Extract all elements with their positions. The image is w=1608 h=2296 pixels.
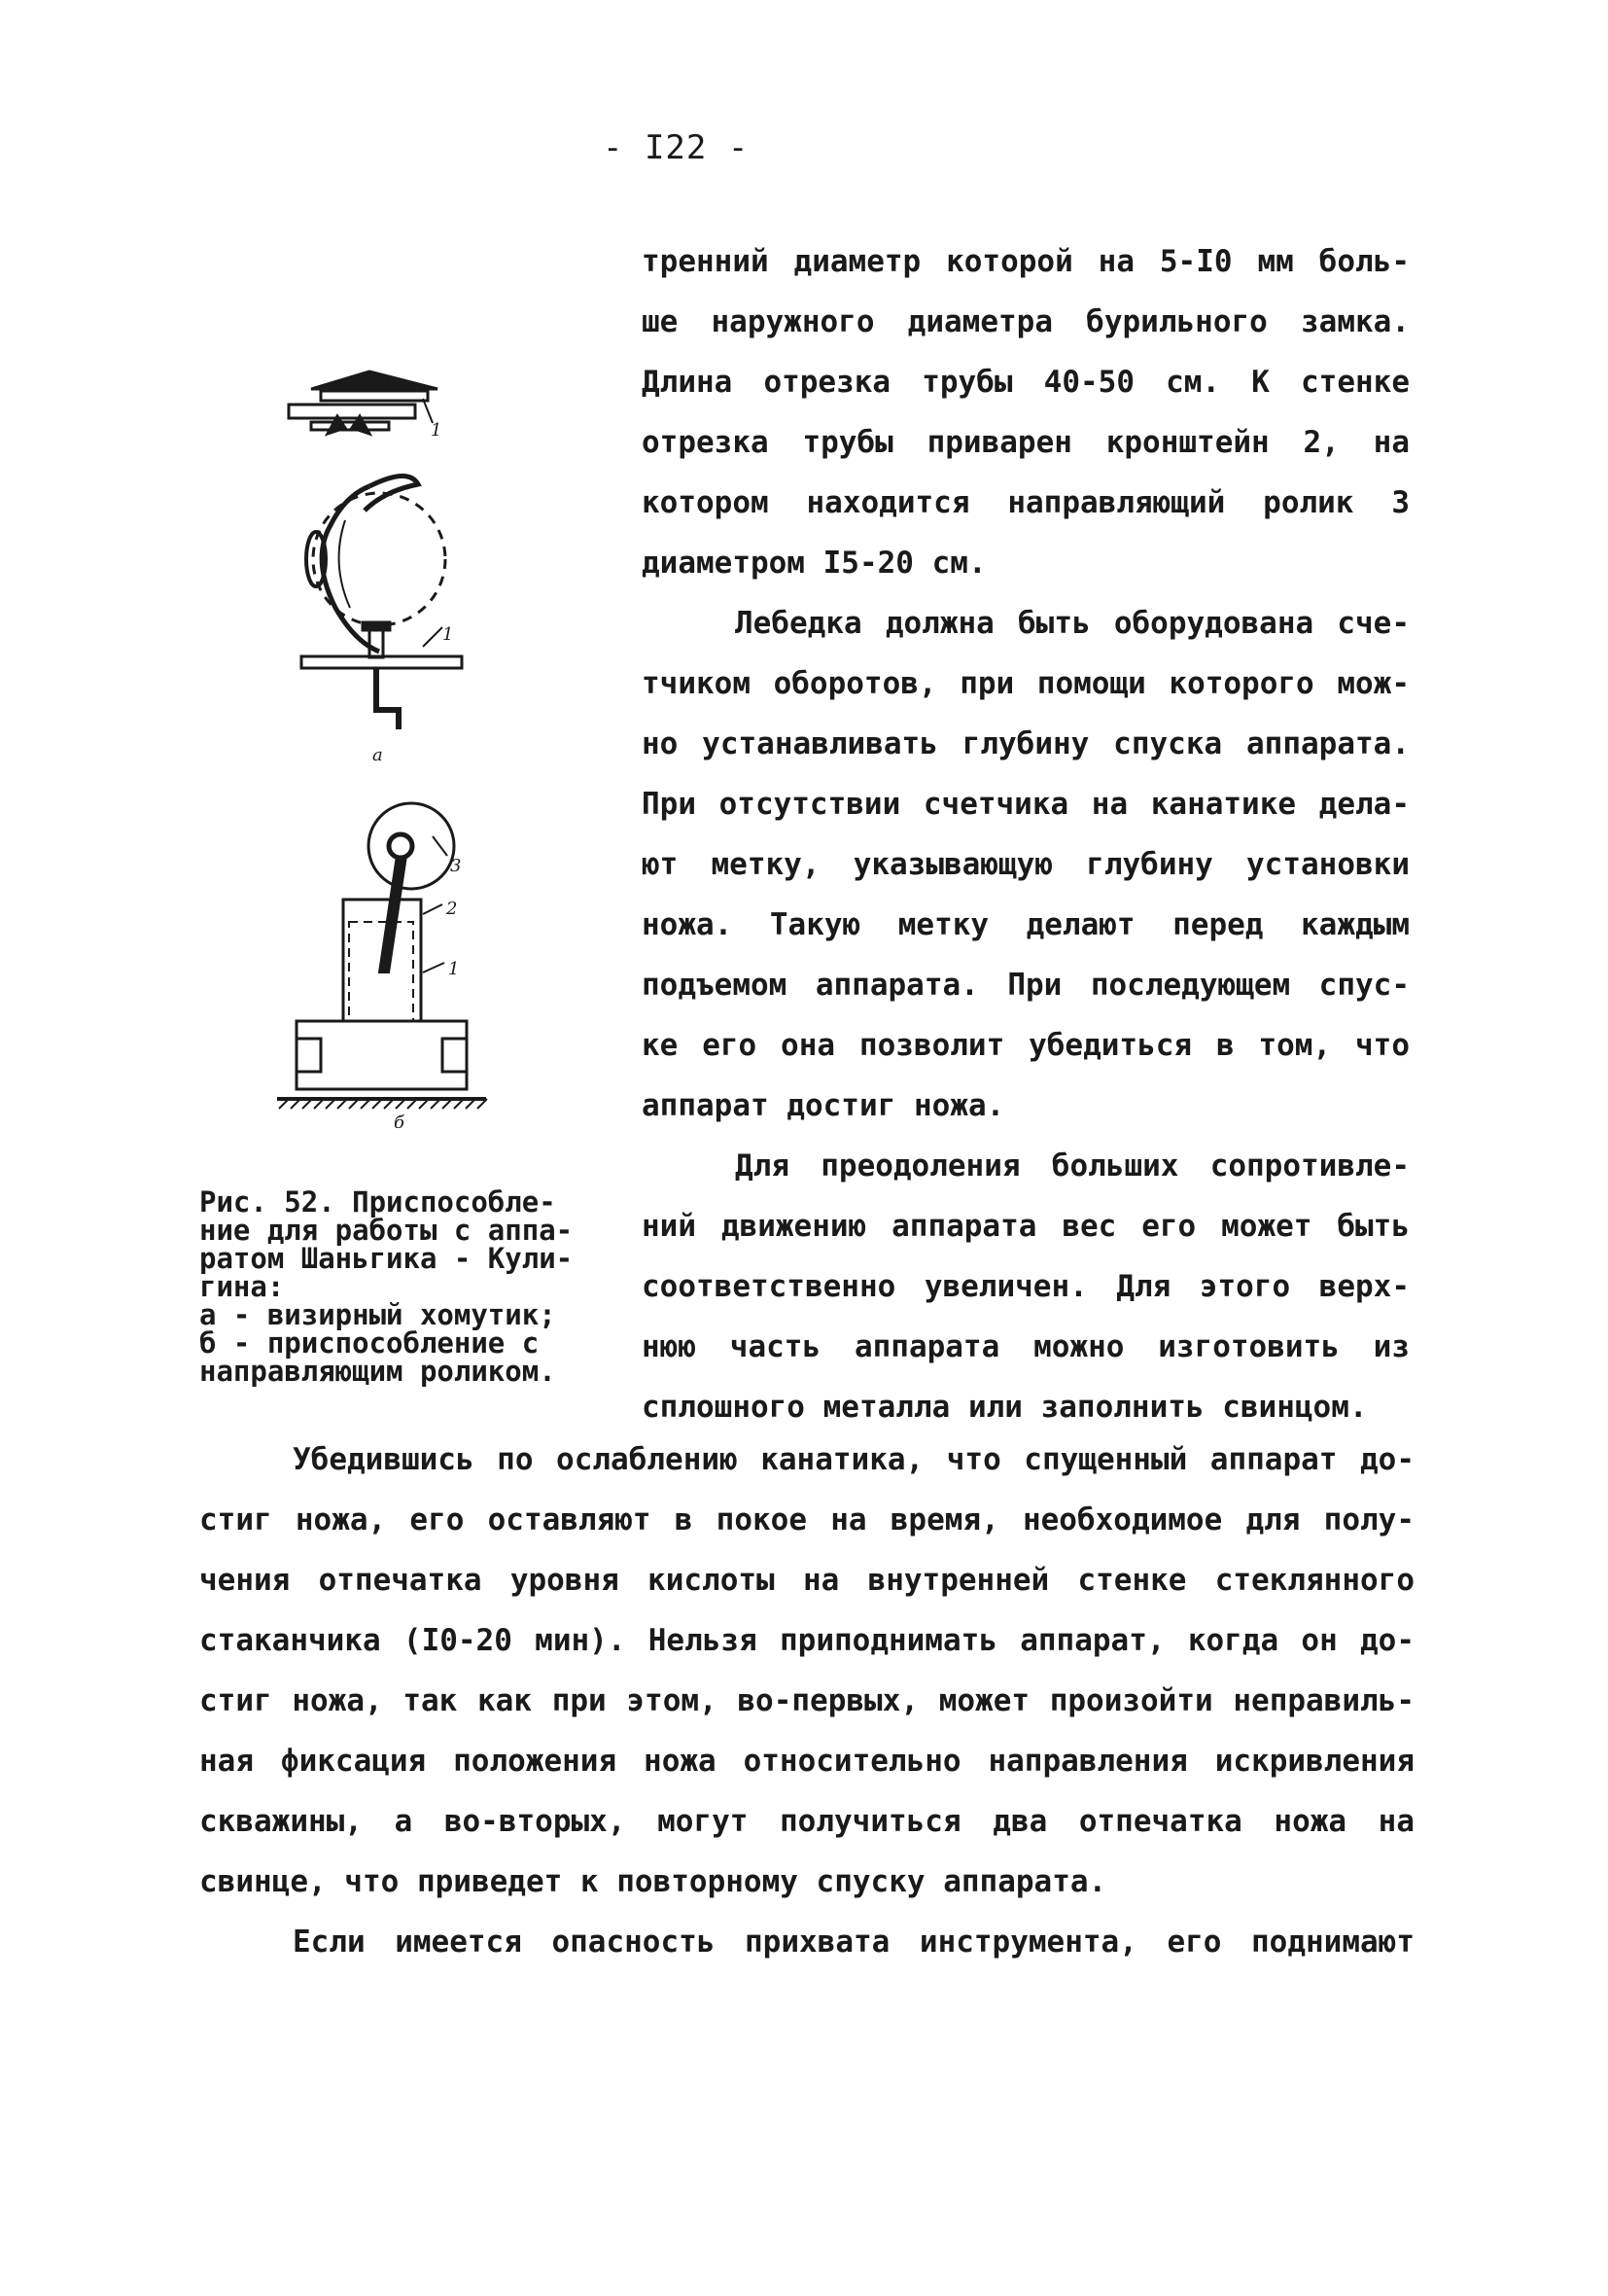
text-line: сплошного металла или заполнить свинцом. <box>642 1390 1368 1425</box>
page-number: - I22 - <box>603 128 750 167</box>
text-line: тренний диаметр которой на 5-I0 мм боль- <box>642 244 1410 279</box>
text-line: стиг ножа, его оставляют в покое на время, необходимое для полу- <box>199 1502 1415 1537</box>
caption-line: Рис. 52. Приспособле- <box>199 1185 556 1219</box>
text-line: Для преодоления больших сопротивле- <box>735 1148 1410 1183</box>
caption-line: ратом Шаньгика - Кули- <box>199 1242 574 1275</box>
text-line: диаметром I5-20 см. <box>642 546 987 581</box>
text-line: аппарат достиг ножа. <box>642 1088 1005 1123</box>
text-line: Если имеется опасность прихвата инструмента, его поднимают <box>293 1925 1415 1960</box>
text-line: подъемом аппарата. При последующем спус- <box>642 968 1410 1003</box>
label-1-mid: 1 <box>442 624 454 645</box>
text-line: свинце, что приведет к повторному спуску аппарата. <box>199 1864 1107 1899</box>
text-line: нюю часть аппарата можно изготовить из <box>642 1329 1410 1364</box>
caption-line: направляющим роликом. <box>199 1355 556 1388</box>
label-b: б <box>394 1113 404 1128</box>
text-line: ножа. Такую метку делают перед каждым <box>642 907 1410 942</box>
label-1-top: 1 <box>431 420 442 441</box>
right-column-text <box>642 231 1410 1437</box>
text-line: тчиком оборотов, при помощи которого мож- <box>642 666 1410 701</box>
label-1-bottom: 1 <box>448 959 460 979</box>
text-line: скважины, а во-вторых, могут получиться два отпечатка ножа на <box>199 1804 1415 1839</box>
label-3: 3 <box>450 856 462 876</box>
text-line: отрезка трубы приварен кронштейн 2, на <box>642 425 1410 460</box>
caption-line: ние для работы с аппа- <box>199 1214 574 1247</box>
caption-line: а - визирный хомутик; <box>199 1298 556 1331</box>
caption-line: б - приспособление с <box>199 1326 540 1360</box>
text-line: Лебедка должна быть оборудована сче- <box>735 606 1410 641</box>
figure-caption <box>199 1185 608 1388</box>
label-2: 2 <box>446 899 458 919</box>
text-line: соответственно увеличен. Для этого верх- <box>642 1269 1410 1304</box>
full-width-text <box>199 1430 1415 1972</box>
text-line: При отсутствии счетчика на канатике дела- <box>642 787 1410 822</box>
text-line: стиг ножа, так как при этом, во-первых, может произойти неправиль- <box>199 1683 1415 1718</box>
text-line: но устанавливать глубину спуска аппарата. <box>642 726 1410 761</box>
text-line: Убедившись по ослаблению канатика, что спущенный аппарат до- <box>293 1442 1415 1477</box>
text-line: ше наружного диаметра бурильного замка. <box>642 304 1410 339</box>
text-line: стаканчика (I0-20 мин). Нельзя приподнимать аппарат, когда он до- <box>199 1623 1415 1658</box>
figure-52-drawing <box>277 331 496 1128</box>
text-line: Длина отрезка трубы 40-50 см. К стенке <box>642 365 1410 400</box>
caption-line: гина: <box>199 1270 285 1303</box>
text-line: ная фиксация положения ножа относительно направления искривления <box>199 1744 1415 1779</box>
label-a: а <box>372 745 383 765</box>
figure-52 <box>277 331 496 1128</box>
text-line: ний движению аппарата вес его может быть <box>642 1209 1410 1244</box>
text-line: котором находится направляющий ролик 3 <box>642 485 1410 520</box>
text-line: чения отпечатка уровня кислоты на внутренней стенке стеклянного <box>199 1563 1415 1598</box>
text-line: ке его она позволит убедиться в том, что <box>642 1028 1410 1063</box>
text-line: ют метку, указывающую глубину установки <box>642 847 1410 882</box>
